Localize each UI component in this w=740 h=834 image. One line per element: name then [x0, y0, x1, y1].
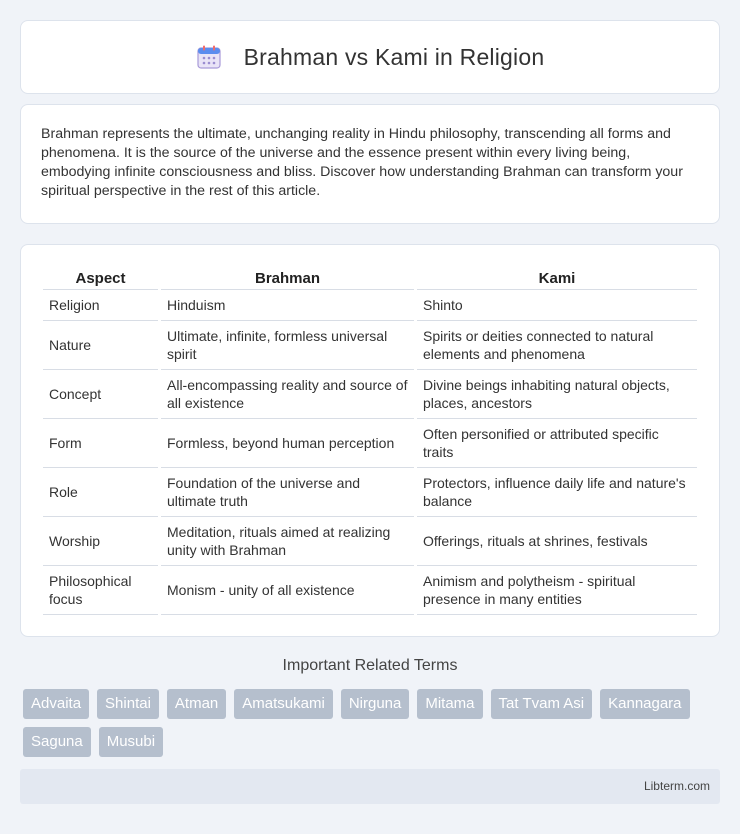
column-header-aspect: Aspect	[43, 262, 158, 290]
related-term-tag[interactable]: Tat Tvam Asi	[491, 689, 593, 719]
table-row	[43, 290, 697, 321]
table-cell: Formless, beyond human perception	[161, 419, 414, 468]
table-cell: Meditation, rituals aimed at realizing unity with Brahman	[161, 517, 414, 566]
comparison-table-card	[20, 244, 720, 637]
table-cell: Form	[43, 419, 158, 468]
table-cell: Protectors, influence daily life and nature's balance	[417, 468, 697, 517]
table-cell: Concept	[43, 370, 158, 419]
table-row	[43, 419, 697, 468]
page-title: Brahman vs Kami in Religion	[243, 43, 545, 70]
table-cell: Foundation of the universe and ultimate truth	[161, 468, 414, 517]
table-row	[43, 321, 697, 370]
table-row	[43, 468, 697, 517]
table-row	[43, 517, 697, 566]
column-header-brahman: Brahman	[161, 262, 414, 290]
calendar-icon	[196, 44, 222, 70]
table-cell: All-encompassing reality and source of all existence	[161, 370, 414, 419]
related-term-tag[interactable]: Saguna	[23, 727, 91, 757]
table-cell: Hinduism	[161, 290, 414, 321]
related-terms-title: Important Related Terms	[282, 657, 458, 674]
footer-site-link[interactable]: Libterm.com	[643, 779, 710, 793]
table-cell: Divine beings inhabiting natural objects, places, ancestors	[417, 370, 697, 419]
comparison-table	[40, 262, 700, 615]
related-term-tag[interactable]: Shintai	[97, 689, 159, 719]
related-term-tag[interactable]: Nirguna	[341, 689, 410, 719]
table-cell: Religion	[43, 290, 158, 321]
table-cell: Monism - unity of all existence	[161, 566, 414, 615]
related-term-tag[interactable]: Mitama	[417, 689, 482, 719]
table-cell: Nature	[43, 321, 158, 370]
table-cell: Worship	[43, 517, 158, 566]
header-card	[20, 20, 720, 94]
table-cell: Animism and polytheism - spiritual presence in many entities	[417, 566, 697, 615]
related-term-tag[interactable]: Amatsukami	[234, 689, 333, 719]
column-header-kami: Kami	[417, 262, 697, 290]
intro-card	[20, 104, 720, 224]
table-header-row	[43, 262, 697, 290]
table-cell: Ultimate, infinite, formless universal spirit	[161, 321, 414, 370]
table-cell: Spirits or deities connected to natural elements and phenomena	[417, 321, 697, 370]
intro-text: Brahman represents the ultimate, unchanging reality in Hindu philosophy, transcending all forms and phenomena. It is the source of the universe and the essence present within every living being, embodying infinite consciousness and bliss. Discover how understanding Brahman can transform your spiritual perspective in the rest of this article.	[41, 126, 683, 199]
table-cell: Often personified or attributed specific traits	[417, 419, 697, 468]
table-cell: Philosophical focus	[43, 566, 158, 615]
table-cell: Role	[43, 468, 158, 517]
table-row	[43, 566, 697, 615]
related-term-tag[interactable]: Kannagara	[600, 689, 689, 719]
related-term-tag[interactable]: Atman	[167, 689, 226, 719]
table-cell: Shinto	[417, 290, 697, 321]
related-term-tag[interactable]: Advaita	[23, 689, 89, 719]
table-row	[43, 370, 697, 419]
footer	[20, 769, 720, 804]
table-cell: Offerings, rituals at shrines, festivals	[417, 517, 697, 566]
related-term-tag[interactable]: Musubi	[99, 727, 163, 757]
related-terms-list	[23, 689, 723, 757]
